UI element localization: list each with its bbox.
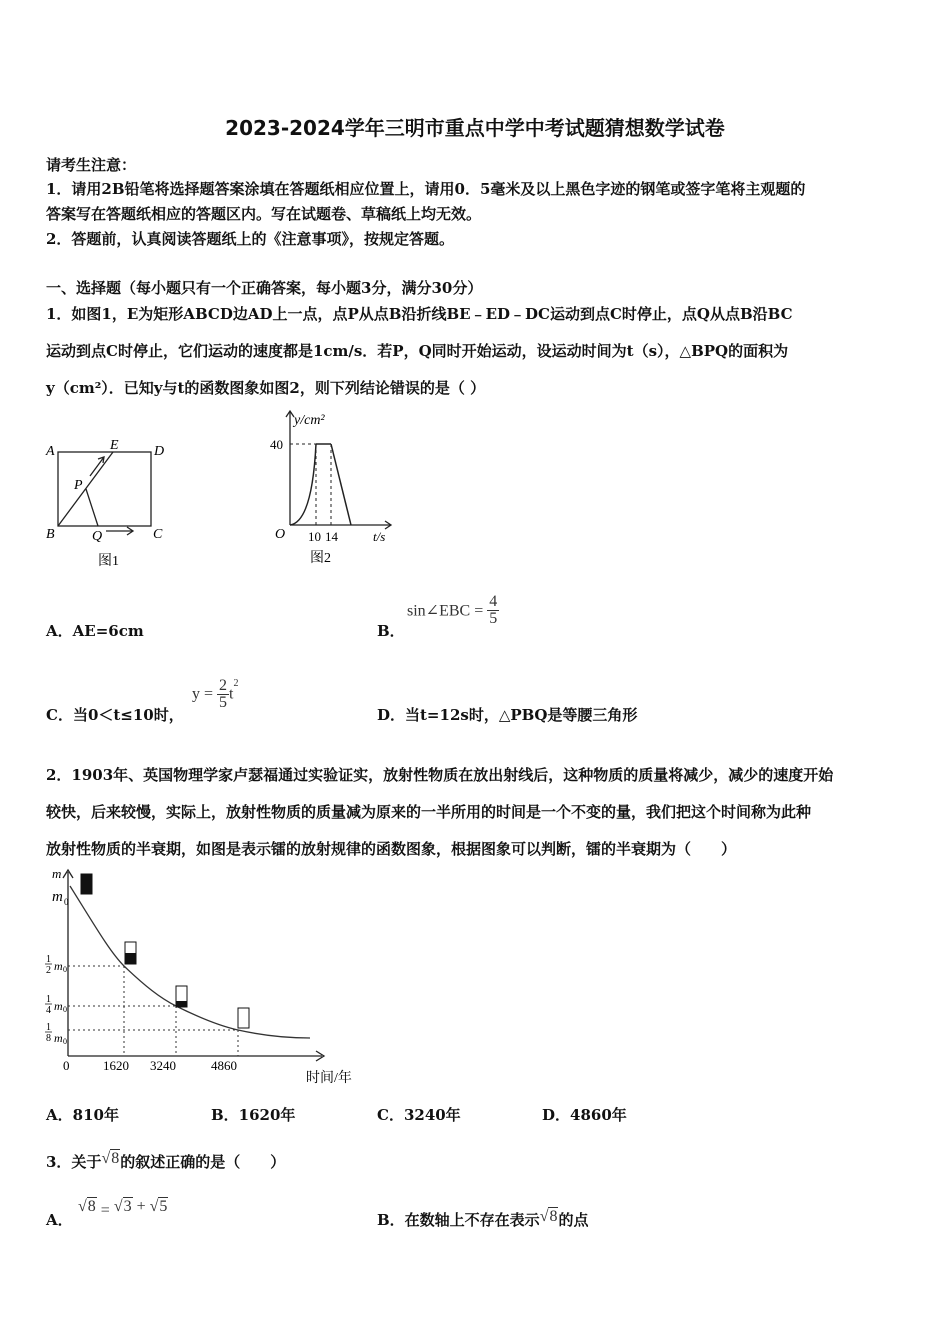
fig1-label-Q: Q xyxy=(92,529,103,544)
q2-option-d: D．4860年 xyxy=(542,1106,627,1124)
decay-eighth-sub: 0 xyxy=(63,1037,67,1046)
decay-m0-label: m xyxy=(52,889,63,905)
decay-half-m: m xyxy=(54,959,63,973)
q1-option-b-label: B． xyxy=(377,622,405,640)
figure-1-rectangle xyxy=(40,432,180,572)
fig2-x-label: t/s xyxy=(373,529,386,544)
q3-option-a-sqrt3: √3 xyxy=(113,1198,132,1215)
q3-option-b-radicand: 8 xyxy=(549,1208,558,1225)
q3-option-a-plus: + xyxy=(136,1198,146,1215)
decay-x-label: 时间/年 xyxy=(306,1071,352,1086)
q1-option-c-y: y = xyxy=(192,685,214,703)
q1-option-a: A．AE=6cm xyxy=(46,622,144,640)
q3-option-b-pre: B．在数轴上不存在表示 xyxy=(377,1211,540,1229)
q3-option-a-sqrt8: √8 xyxy=(78,1198,96,1215)
q3-option-b-sqrt: √8 xyxy=(539,1208,558,1225)
q3-stem xyxy=(46,1150,285,1172)
decay-quarter-sub: 0 xyxy=(63,1005,67,1014)
q1-option-c-formula xyxy=(192,678,238,711)
notice-line-1a: 1．请用2B铅笔将选择题答案涂填在答题纸相应位置上，请用0．5毫米及以上黑色字迹的钢笔或签字笔将主观题的 xyxy=(46,180,806,198)
q3-option-a-sqrt5: √5 xyxy=(149,1198,168,1215)
page-title: 2023-2024学年三明市重点中学中考试题猜想数学试卷 xyxy=(225,116,725,140)
decay-m0-sub: 0 xyxy=(64,897,69,907)
q3-stem-sqrt: √8 xyxy=(101,1150,120,1167)
q2-line-3: 放射性物质的半衰期，如图是表示镭的放射规律的函数图象，根据图象可以判断，镭的半衰期为（ ） xyxy=(46,840,737,858)
decay-eighth-m: m xyxy=(54,1031,63,1045)
decay-origin: 0 xyxy=(63,1058,70,1073)
decay-x-tick-1620: 1620 xyxy=(103,1058,129,1073)
decay-half-num: 1 xyxy=(46,954,51,965)
q2-line-1: 2．1903年、英国物理学家卢瑟福通过实验证实，放射性物质在放出射线后，这种物质的质量将减少，减少的速度开始 xyxy=(46,766,834,784)
q1-option-b-den: 5 xyxy=(489,610,498,627)
decay-eighth-num: 1 xyxy=(46,1022,51,1033)
fig1-caption: 图1 xyxy=(98,554,119,569)
fig1-label-A: A xyxy=(46,444,55,459)
q3-stem-post: 的叙述正确的是（ ） xyxy=(120,1153,286,1171)
fig1-label-C: C xyxy=(153,527,163,542)
q3-option-b xyxy=(377,1208,588,1230)
q1-option-b-formula xyxy=(407,594,499,627)
q3-option-a-eq: = xyxy=(100,1202,110,1219)
fig2-y-tick-40: 40 xyxy=(270,437,283,452)
q1-option-d: D．当t=12s时，△PBQ是等腰三角形 xyxy=(377,706,638,724)
notice-line-2: 2．答题前，认真阅读答题纸上的《注意事项》，按规定答题。 xyxy=(46,230,454,248)
q3-option-a-formula xyxy=(78,1198,168,1220)
q1-option-c-num: 2 xyxy=(219,677,228,694)
decay-quarter-m: m xyxy=(54,999,63,1013)
decay-half-sub: 0 xyxy=(63,965,67,974)
q1-option-b-num: 4 xyxy=(489,593,498,610)
q1-option-c-den: 5 xyxy=(219,694,228,711)
q3-option-a-label: A． xyxy=(46,1211,73,1229)
fig2-y-label: y/cm² xyxy=(294,413,325,428)
q1-option-b-sin: sin∠EBC = xyxy=(407,602,484,620)
q3-stem-radicand: 8 xyxy=(111,1150,120,1167)
radium-decay-graph xyxy=(40,864,380,1090)
fig2-origin: O xyxy=(275,527,286,542)
q3-stem-pre: 3．关于 xyxy=(46,1153,102,1171)
decay-x-tick-4860: 4860 xyxy=(211,1058,237,1073)
fig1-label-B: B xyxy=(46,527,55,542)
q3-option-b-post: 的点 xyxy=(558,1211,589,1229)
decay-quarter-den: 4 xyxy=(46,1005,51,1016)
decay-quarter-num: 1 xyxy=(46,994,51,1005)
q1-option-c-exp: 2 xyxy=(233,678,239,689)
section-heading: 一、选择题（每小题只有一个正确答案，每小题3分，满分30分） xyxy=(46,279,483,297)
notice-line-1b: 答案写在答题纸相应的答题区内。写在试题卷、草稿纸上均无效。 xyxy=(46,205,482,223)
q1-line-1: 1．如图1，E为矩形ABCD边AD上一点，点P从点B沿折线BE﹣ED﹣DC运动到点C时停止，点Q从点B沿BC xyxy=(46,305,793,323)
fig1-label-D: D xyxy=(154,444,165,459)
fig2-x-tick-14: 14 xyxy=(325,529,338,544)
q1-line-2: 运动到点C时停止，它们运动的速度都是1cm/s．若P，Q同时开始运动，设运动时间为t（s），△BPQ的面积为 xyxy=(46,342,789,360)
q2-option-c: C．3240年 xyxy=(377,1106,461,1124)
fig1-label-P: P xyxy=(74,478,83,493)
q2-option-b: B．1620年 xyxy=(211,1106,296,1124)
q1-option-c-t: t xyxy=(229,685,234,703)
q1-line-3: y（cm²）．已知y与t的函数图象如图2，则下列结论错误的是（ ） xyxy=(46,379,486,397)
q2-line-2: 较快，后来较慢，实际上，放射性物质的质量减为原来的一半所用的时间是一个不变的量，我们把这个时间称为此种 xyxy=(46,803,812,821)
fig2-x-tick-10: 10 xyxy=(308,529,321,544)
decay-x-tick-3240: 3240 xyxy=(150,1058,176,1073)
decay-half-den: 2 xyxy=(46,965,51,976)
q3-option-a-radicand-8: 8 xyxy=(87,1198,96,1215)
notice-heading: 请考生注意： xyxy=(46,156,137,174)
q1-option-c-label: C．当0＜t≤10时， xyxy=(46,706,184,724)
fig2-caption: 图2 xyxy=(310,551,331,566)
decay-y-label: m xyxy=(52,866,62,881)
q3-option-a-radicand-5: 5 xyxy=(159,1198,168,1215)
figure-2-graph xyxy=(262,404,402,574)
q2-option-a: A．810年 xyxy=(46,1106,119,1124)
decay-eighth-den: 8 xyxy=(46,1033,51,1044)
q3-option-a-radicand-3: 3 xyxy=(123,1198,132,1215)
fig1-label-E: E xyxy=(110,438,119,453)
